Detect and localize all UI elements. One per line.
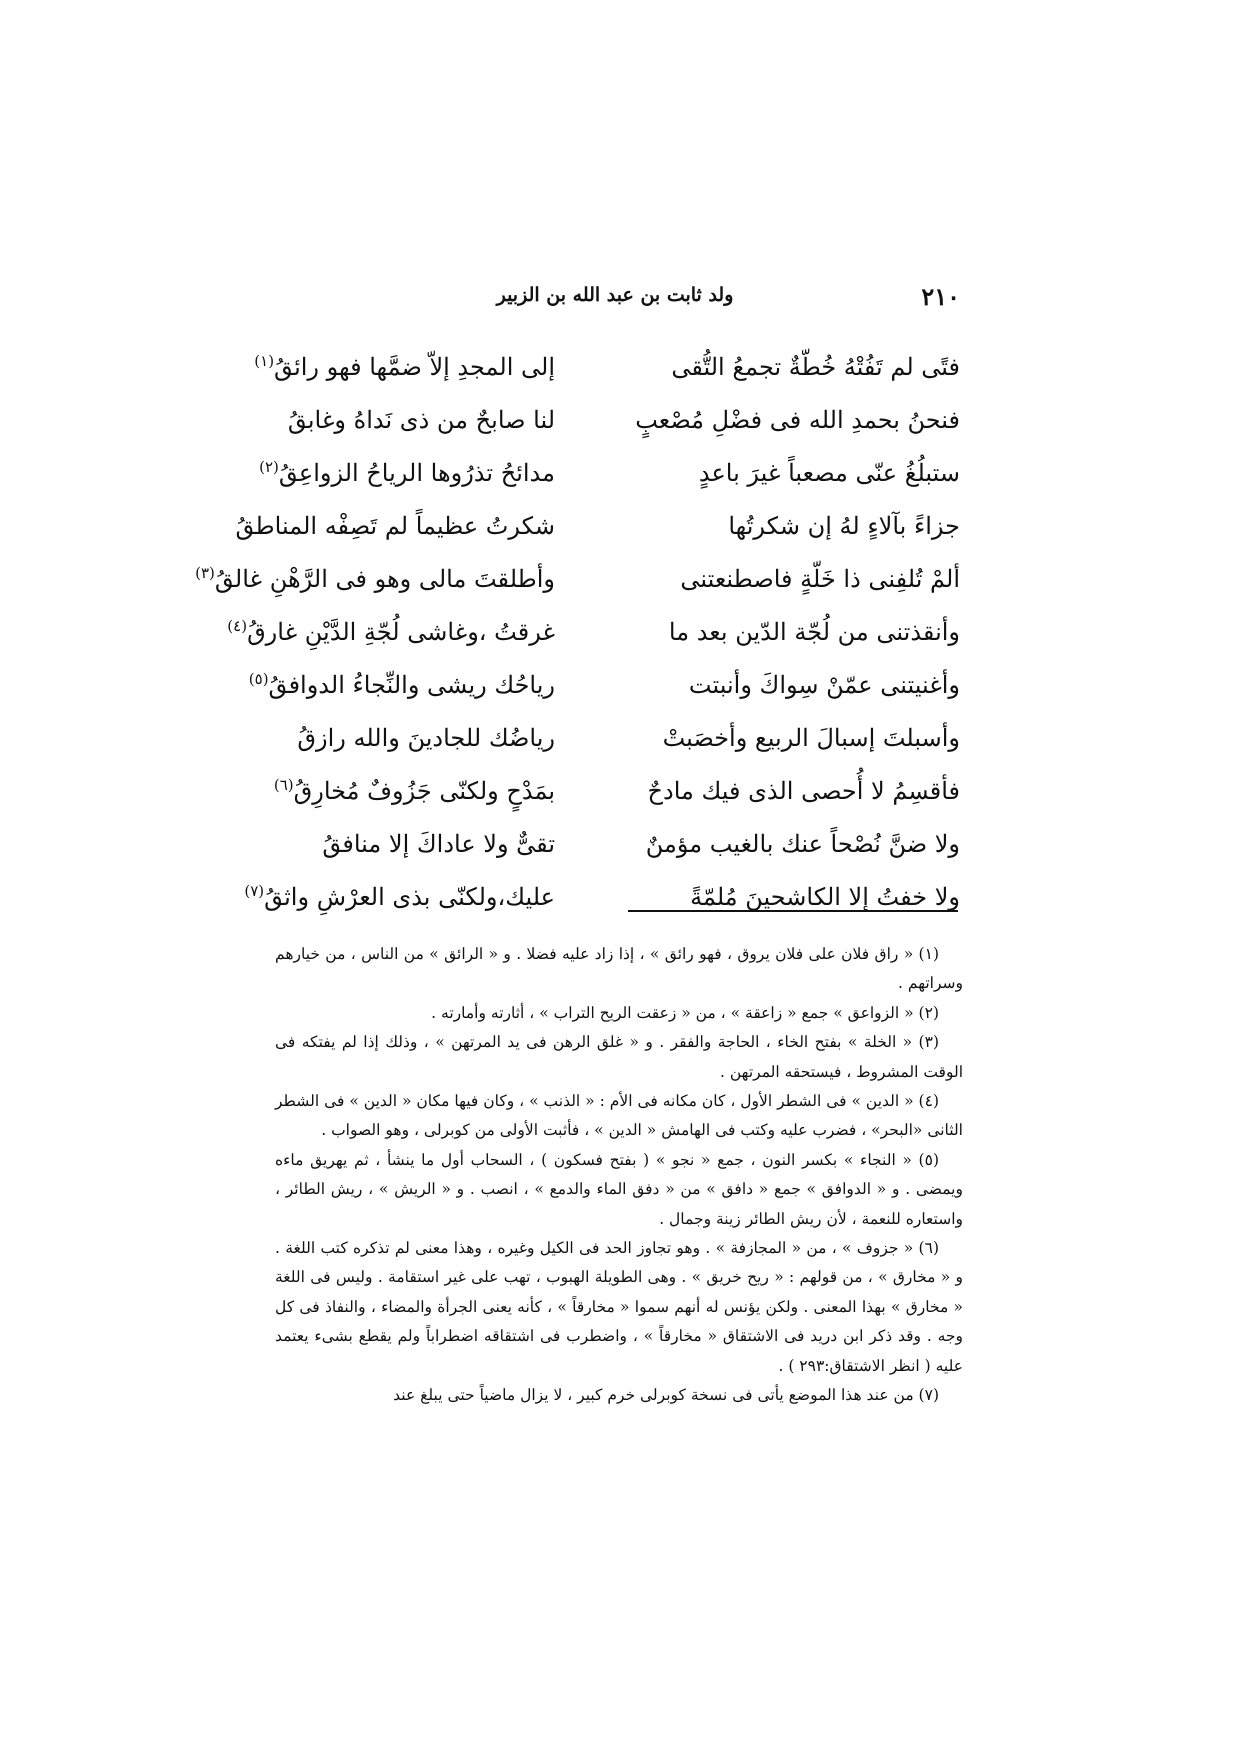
footnote-marker: (٥)	[248, 670, 269, 688]
verse-second-hemistich	[255, 345, 555, 389]
poem	[195, 345, 960, 928]
footnote-marker: (٦)	[273, 776, 294, 794]
footnote: (٥) « النجاء » بكسر النون ، جمع « نجو » ( بفتح فسكون ) ، السحاب أول ما ينشأ ، ثم يهريق ماءه ويمضى . و « الدوافق » جمع « دافق » من « دفق الماء والدمع » ، انصب . و « الريش » ، ريش الطائر ، واستعاره للنعمة ، لأن ريش الطائر زينة وجمال .	[275, 1150, 963, 1228]
footnote: (٧) من عند هذا الموضع يأتى فى نسخة كوبرلى خرم كبير ، لا يزال ماضياً حتى يبلغ عند	[393, 1386, 939, 1405]
verse-second-text: مدائحُ تذرُوها الرياحُ الزواعِقُ	[278, 459, 555, 487]
verse-second-text: بمَدْحٍ ولكنّى جَزُوفٌ مُخارِقُ	[293, 777, 555, 805]
verse	[244, 875, 960, 928]
verse-first-hemistich: ستبلُغُ عنّى مصعباً غيرَ باعدٍ	[698, 459, 960, 487]
verse-second-hemistich	[227, 610, 555, 654]
footnotes	[275, 940, 963, 1411]
verse-first-hemistich: ولا ضنَّ نُصْحاً عنك بالغيب مؤمنٌ	[645, 830, 960, 858]
verse-first-hemistich: وأسبلتَ إسبالَ الربيع وأخصَبتْ	[662, 724, 960, 752]
footnote-marker: (٤)	[227, 617, 248, 635]
verse	[270, 769, 960, 822]
verse-second-text: رياحُك ريشى والنِّجاءُ الدوافقُ	[268, 671, 555, 699]
verse	[235, 504, 960, 557]
verse-first-hemistich: فتًى لم تَفُتْهُ خُطّةٌ تجمعُ التُّقى	[671, 353, 960, 381]
verse-second-hemistich	[248, 663, 555, 707]
verse	[195, 557, 960, 610]
verse-second-hemistich	[244, 875, 555, 919]
verse-second-text: غرقتُ ،وغاشى لُجّةِ الدَّيْنِ غارقُ	[247, 618, 555, 646]
verse-first-hemistich: وأنقذتنى من لُجّة الدّين بعد ما	[668, 618, 960, 646]
verse-second-text: وأطلقتَ مالى وهو فى الرَّهْنِ غالقُ	[214, 565, 555, 593]
verse-second-text: تقىٌّ ولا عاداكَ إلا منافقُ	[322, 830, 555, 858]
verse-second-hemistich	[255, 769, 555, 813]
verse-second-hemistich	[255, 822, 555, 866]
running-title: ولد ثابت بن عبد الله بن الزبير	[496, 284, 734, 306]
verse-second-hemistich	[235, 504, 555, 548]
footnote-marker: (٣)	[195, 564, 215, 582]
footnote: (٤) « الدين » فى الشطر الأول ، كان مكانه فى الأم : « الذنب » ، وكان فيها مكان « الدين » فى الشطر الثانى «البحر» ، فضرب عليه وكتب فى الهامش « الدين » ، فأثبت الأولى من كوبرلى ، وهو الصواب .	[275, 1092, 963, 1140]
footnote: (٣) « الخلة » بفتح الخاء ، الحاجة والفقر . و « غلق الرهن فى يد المرتهن » ، وذلك إذا لم يفتكه فى الوقت المشروط ، فيستحقه المرتهن .	[275, 1033, 963, 1081]
verse	[227, 610, 960, 663]
verse	[270, 822, 960, 875]
footnote: (١) « راق فلان على فلان يروق ، فهو رائق » ، إذا زاد عليه فضلا . و « الرائق » من الناس ، من خيارهم وسراتهم .	[275, 945, 963, 993]
verse-first-hemistich: فنحنُ بحمدِ الله فى فضْلِ مُصْعبٍ	[635, 406, 960, 434]
footnote-marker: (٢)	[259, 458, 279, 476]
verse-first-hemistich: جزاءً بآلاءٍ لهُ إن شكرتُها	[728, 512, 960, 540]
verse	[270, 716, 960, 769]
verse-second-hemistich	[255, 398, 555, 442]
verse-first-hemistich: ألمْ تُلفِنى ذا خَلّةٍ فاصطنعتنى	[680, 565, 960, 593]
verse-second-text: رياضُك للجادينَ والله رازقُ	[297, 724, 555, 752]
verse-second-text: شكرتُ عظيماً لم تَصِفْه المناطقُ	[235, 512, 555, 540]
footnote-marker: (١)	[254, 352, 275, 370]
verse	[270, 398, 960, 451]
verse-second-hemistich	[255, 716, 555, 760]
page-header	[275, 282, 960, 318]
verse-first-hemistich: وأغنيتنى عمّنْ سِواكَ وأنبتت	[688, 671, 960, 699]
verse-second-text: لنا صابحٌ من ذى نَداهُ وغابقُ	[287, 406, 555, 434]
verse-first-hemistich: فأقسِمُ لا أُحصى الذى فيك مادحٌ	[647, 777, 960, 805]
footnote-marker: (٧)	[244, 882, 265, 900]
page-number: ٢١٠	[921, 282, 960, 311]
verse-second-text: عليك،ولكنّى بذى العرْشِ واثقُ	[264, 883, 555, 911]
verse	[259, 451, 960, 504]
footnote: (٦) « جزوف » ، من « المجازفة » . وهو تجاوز الحد فى الكيل وغيره ، وهذا معنى لم تذكره كتب اللغة . و « مخارق » ، من قولهم : « ريح خريق » . وهى الطويلة الهبوب ، تهب على غير استقامة . وليس فى اللغة « مخارق » بهذا المعنى . ولكن يؤنس له أنهم سموا « مخارقاً » ، كأنه يعنى الجرأة والمضاء ، والنفاذ فى كل وجه . وقد ذكر ابن دريد فى الاشتقاق « مخارقاً » ، واضطرب فى اشتقاقه اضطراباً ولم يقطع بشىء يعتمد عليه ( انظر الاشتقاق:٢٩٣ ) .	[275, 1239, 963, 1375]
footnote-separator	[628, 910, 958, 912]
footnote: (٢) « الزواعق » جمع « زاعقة » ، من « زعقت الريح التراب » ، أثارته وأمارته .	[431, 1003, 939, 1022]
verse-second-hemistich	[195, 557, 555, 601]
verse	[254, 345, 960, 398]
verse-second-text: إلى المجدِ إلاّ ضمَّها فهو رائقُ	[274, 353, 555, 381]
verse-first-hemistich: ولا خفتُ إلا الكاشحينَ مُلمّةً	[690, 883, 960, 911]
verse	[248, 663, 960, 716]
verse-second-hemistich	[255, 451, 555, 495]
